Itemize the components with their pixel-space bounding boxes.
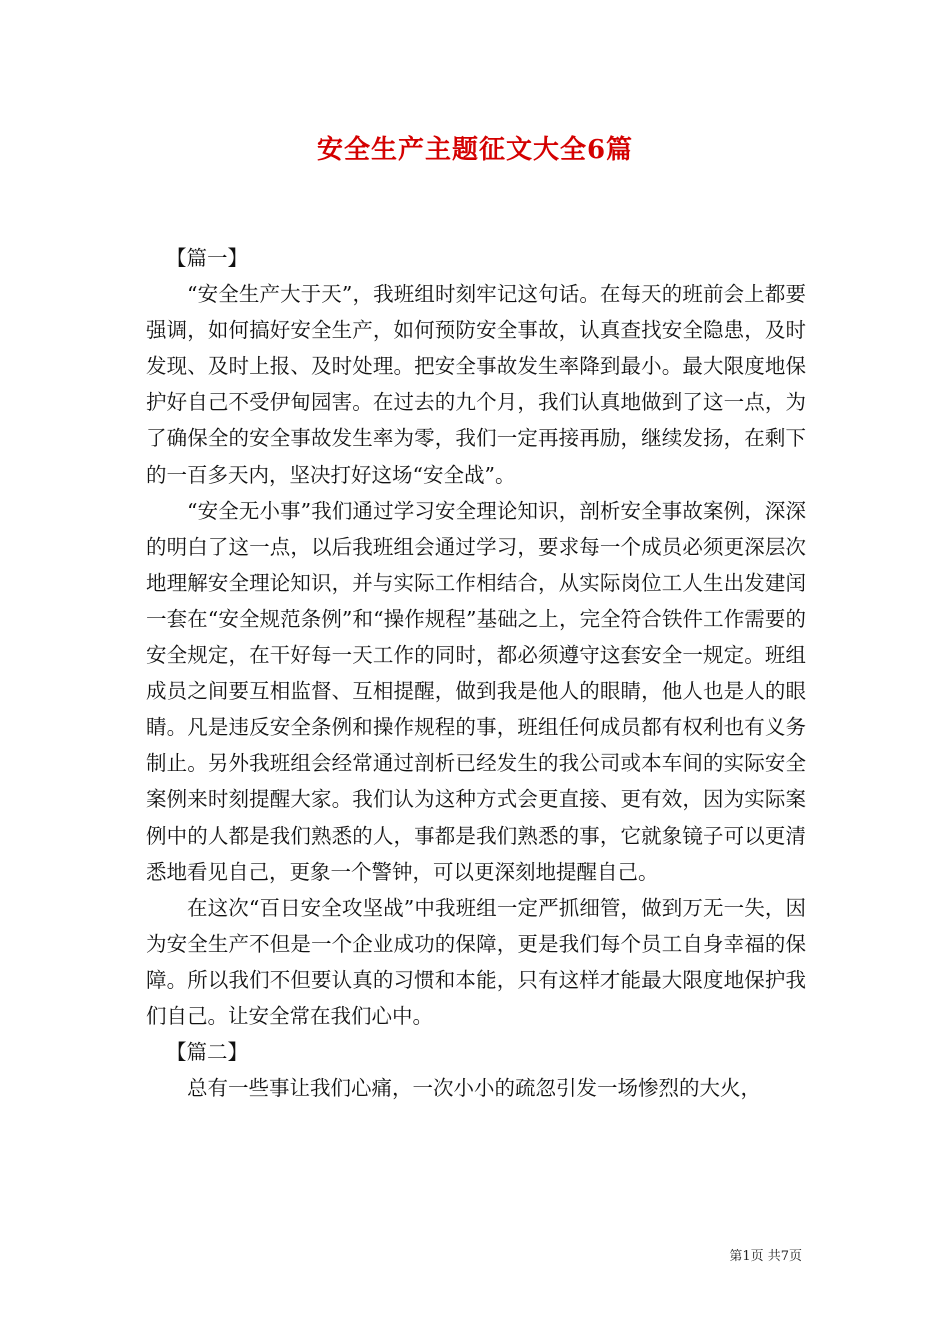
paragraph: “安全生产大于天”，我班组时刻牢记这句话。在每天的班前会上都要强调，如何搞好安全生产，如何预防安全事故，认真查找安全隐患，及时发现、及时上报、及时处理。把安全事故发生率降到最小。最大限度地保护好自己不受伊甸园害。在过去的九个月，我们认真地做到了这一点，为了确保全的安全事故发生率为零，我们一定再接再励，继续发扬，在剩下的一百多天内，坚决打好这场“安全战”。 <box>146 282 806 487</box>
paragraph: 总有一些事让我们心痛，一次小小的疏忽引发一场惨烈的大火， <box>187 1076 761 1101</box>
paragraph: 在这次“百日安全攻坚战”中我班组一定严抓细管，做到万无一失，因为安全生产不但是一个企业成功的保障，更是我们每个员工自身幸福的保障。所以我们不但要认真的习惯和本能，只有这样才能最大限度地保护我们自己。让安全常在我们心中。 <box>146 895 806 1028</box>
document-title: 安全生产主题征文大全6篇 <box>316 135 634 165</box>
section-heading: 【篇二】 <box>166 1040 248 1065</box>
paragraph: “安全无小事”我们通过学习安全理论知识，剖析安全事故案例，深深的明白了这一点，以后我班组会通过学习，要求每一个成员必须更深层次地理解安全理论知识，并与实际工作相结合，从实际岗位工人生出发建闰一套在“安全规范条例”和“操作规程”基础之上，完全符合铁件工作需要的安全规定，在干好每一天工作的同时，都必须遵守这套安全一规定。班组成员之间要互相监督、互相提醒，做到我是他人的眼睛，他人也是人的眼睛。凡是违反安全条例和操作规程的事，班组任何成员都有权利也有义务制止。另外我班组会经常通过剖析已经发生的我公司或本车间的实际安全案例来时刻提醒大家。我们认为这种方式会更直接、更有效，因为实际案例中的人都是我们熟悉的人，事都是我们熟悉的事，它就象镜子可以更清悉地看见自己，更象一个警钟，可以更深刻地提醒自己。 <box>146 498 806 884</box>
document-body <box>146 240 806 1106</box>
section-heading: 【篇一】 <box>166 246 248 270</box>
page-number: 第1页 共7页 <box>729 1249 802 1264</box>
